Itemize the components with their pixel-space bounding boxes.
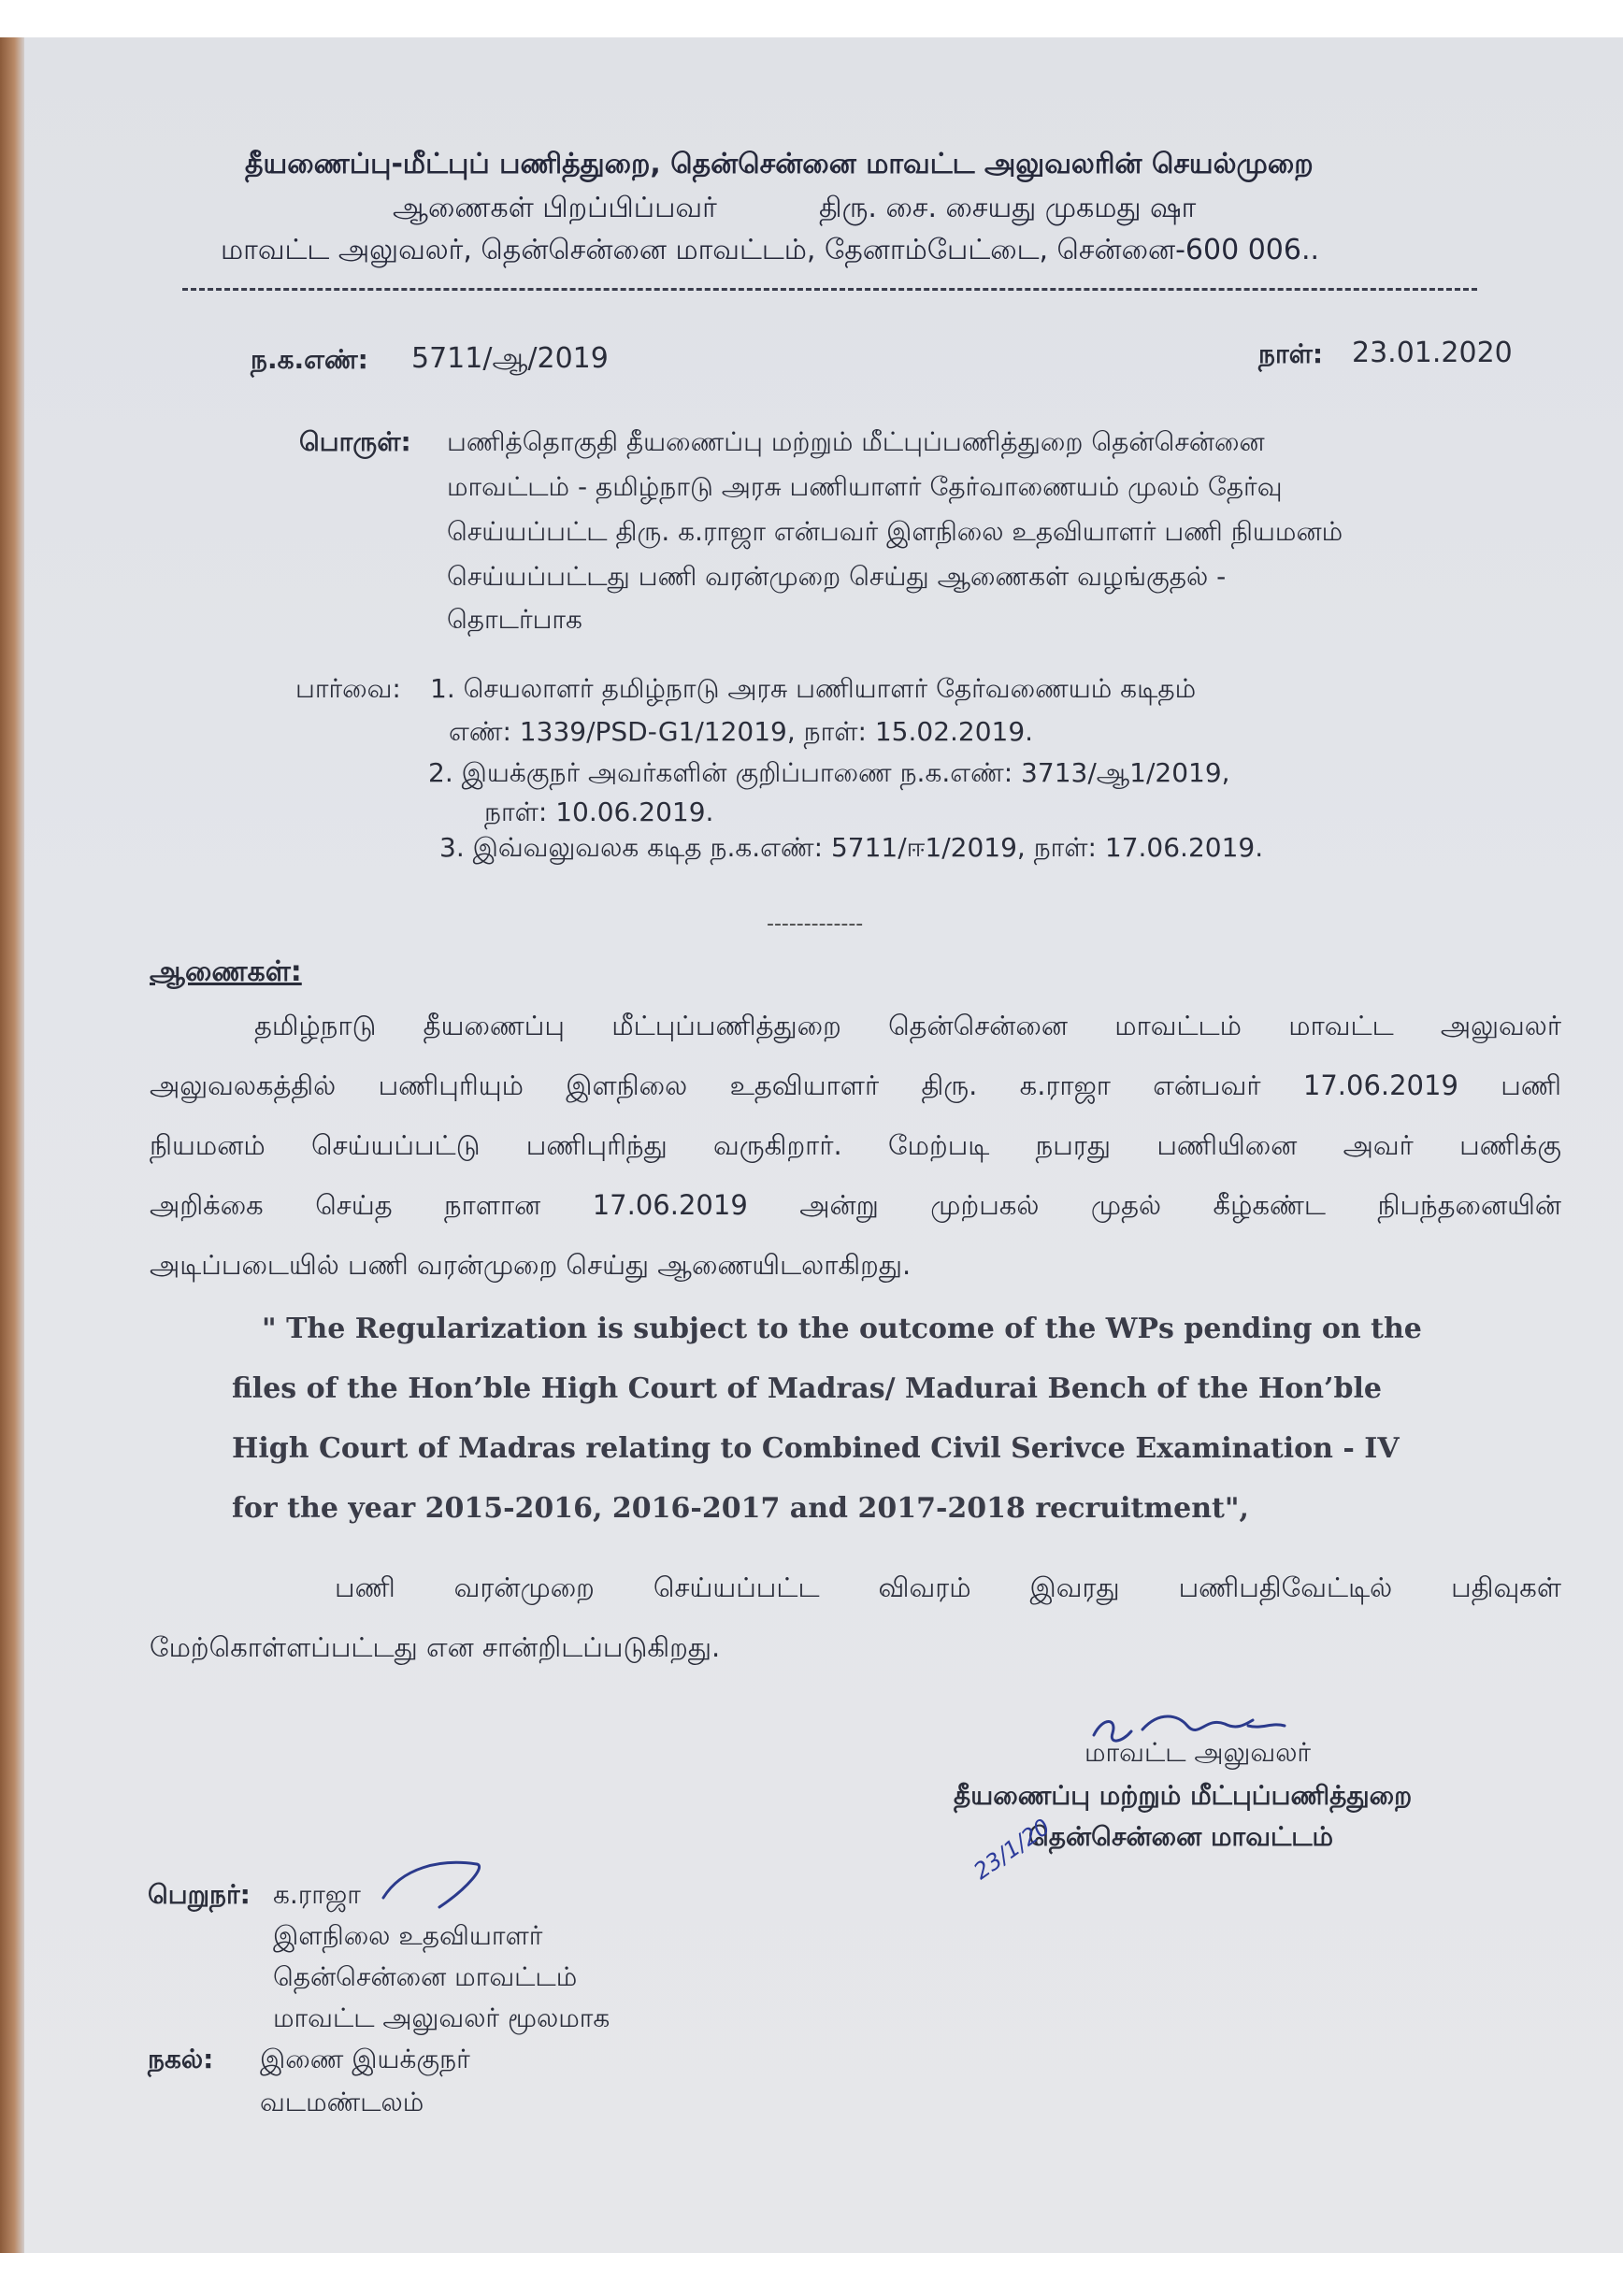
references-label: பார்வை: [295, 673, 401, 704]
condition-line: for the year 2015-2016, 2016-2017 and 2017-2018 recruitment", [232, 1492, 1249, 1525]
header-line-2a: ஆணைகள் பிறப்பிப்பவர் [393, 192, 717, 224]
ref-date-label: நாள்: [1258, 338, 1324, 369]
recipient-line: மாவட்ட அலுவலர் மூலமாக [273, 2002, 610, 2033]
condition-line: High Court of Madras relating to Combined Civil Serivce Examination - IV [232, 1432, 1400, 1465]
orders-para2-line: பணி வரன்முறை செய்யப்பட்ட விவரம் இவரது பணிபதிவேட்டில் பதிவுகள் [335, 1571, 1561, 1603]
orders-para2-line: மேற்கொள்ளப்பட்டது என சான்றிடப்படுகிறது. [150, 1631, 721, 1663]
orders-para1-line: அறிக்கை செய்த நாளான 17.06.2019 அன்று முற்பகல் முதல் கீழ்கண்ட நிபந்தனையின் [150, 1189, 1561, 1221]
recipient-line: இளநிலை உதவியாளர் [273, 1920, 543, 1951]
recipient-signature [374, 1851, 505, 1916]
references-separator: ------------- [767, 912, 864, 936]
recipient-label: பெறுநர்: [148, 1879, 251, 1910]
signature-title: மாவட்ட அலுவலர் [1084, 1737, 1312, 1768]
header-line-2b: திரு. சை. சையது முகமது ஷா [819, 192, 1197, 224]
signature-initial-date: 23/1/20 [969, 1813, 1056, 1886]
orders-para1-line: தமிழ்நாடு தீயணைப்பு மீட்புப்பணித்துறை தென்சென்னை மாவட்டம் மாவட்ட அலுவலர் [254, 1010, 1561, 1041]
signature-district: தென்சென்னை மாவட்டம் [1028, 1821, 1334, 1852]
subject-line: பணித்தொகுதி தீயணைப்பு மற்றும் மீட்புப்பணித்துறை தென்சென்னை [447, 426, 1265, 457]
ref-number-label: ந.க.எண்: [251, 344, 368, 375]
orders-para1-line: நியமனம் செய்யப்பட்டு பணிபுரிந்து வருகிறார். மேற்படி நபரது பணியினை அவர் பணிக்கு [150, 1129, 1561, 1161]
copy-label: நகல்: [148, 2044, 214, 2074]
subject-label: பொருள்: [299, 426, 411, 457]
copy-line: இணை இயக்குநர் [260, 2044, 470, 2074]
orders-heading: ஆணைகள்: [150, 955, 302, 988]
subject-line: செய்யப்பட்டது பணி வரன்முறை செய்து ஆணைகள் வழங்குதல் - [447, 561, 1227, 592]
subject-line: தொடர்பாக [447, 604, 582, 635]
subject-line: மாவட்டம் - தமிழ்நாடு அரசு பணியாளர் தேர்வாணையம் முலம் தேர்வு [447, 471, 1283, 502]
header-line-3: மாவட்ட அலுவலர், தென்சென்னை மாவட்டம், தேனாம்பேட்டை, சென்னை-600 006.. [221, 234, 1320, 266]
subject-line: செய்யப்பட்ட திரு. க.ராஜா என்பவர் இளநிலை உதவியாளர் பணி நியமனம் [447, 516, 1343, 547]
recipient-line: க.ராஜா [273, 1879, 361, 1910]
reference-item: 2. இயக்குநர் அவர்களின் குறிப்பாணை ந.க.எண்: 3713/ஆ1/2019, [428, 757, 1230, 788]
recipient-line: தென்சென்னை மாவட்டம் [273, 1961, 578, 1992]
header-line-1: தீயணைப்பு-மீட்புப் பணித்துறை, தென்சென்னை மாவட்ட அலுவலரின் செயல்முறை [245, 148, 1314, 180]
header-divider [182, 288, 1477, 291]
orders-para1-line: அலுவலகத்தில் பணிபுரியும் இளநிலை உதவியாளர் திரு. க.ராஜா என்பவர் 17.06.2019 பணி [150, 1069, 1561, 1101]
reference-item: 1. செயலாளர் தமிழ்நாடு அரசு பணியாளர் தேர்வணையம் கடிதம் [430, 673, 1197, 704]
reference-item: எண்: 1339/PSD-G1/12019, நாள்: 15.02.2019. [449, 716, 1034, 747]
ref-number-value: 5711/ஆ/2019 [411, 342, 609, 375]
reference-item: நாள்: 10.06.2019. [484, 796, 714, 827]
copy-line: வடமண்டலம் [260, 2087, 424, 2117]
condition-line: " The Regularization is subject to the outcome of the WPs pending on the [262, 1313, 1422, 1345]
photo-left-edge [0, 37, 26, 2253]
reference-item: 3. இவ்வலுவலக கடித ந.க.எண்: 5711/ஈ1/2019, நாள்: 17.06.2019. [439, 832, 1264, 863]
signature-dept: தீயணைப்பு மற்றும் மீட்புப்பணித்துறை [954, 1780, 1413, 1811]
condition-line: files of the Hon’ble High Court of Madras/ Madurai Bench of the Hon’ble [232, 1372, 1382, 1405]
ref-date-value: 23.01.2020 [1352, 337, 1513, 369]
orders-para1-line: அடிப்படையில் பணி வரன்முறை செய்து ஆணையிடலாகிறது. [150, 1249, 912, 1281]
